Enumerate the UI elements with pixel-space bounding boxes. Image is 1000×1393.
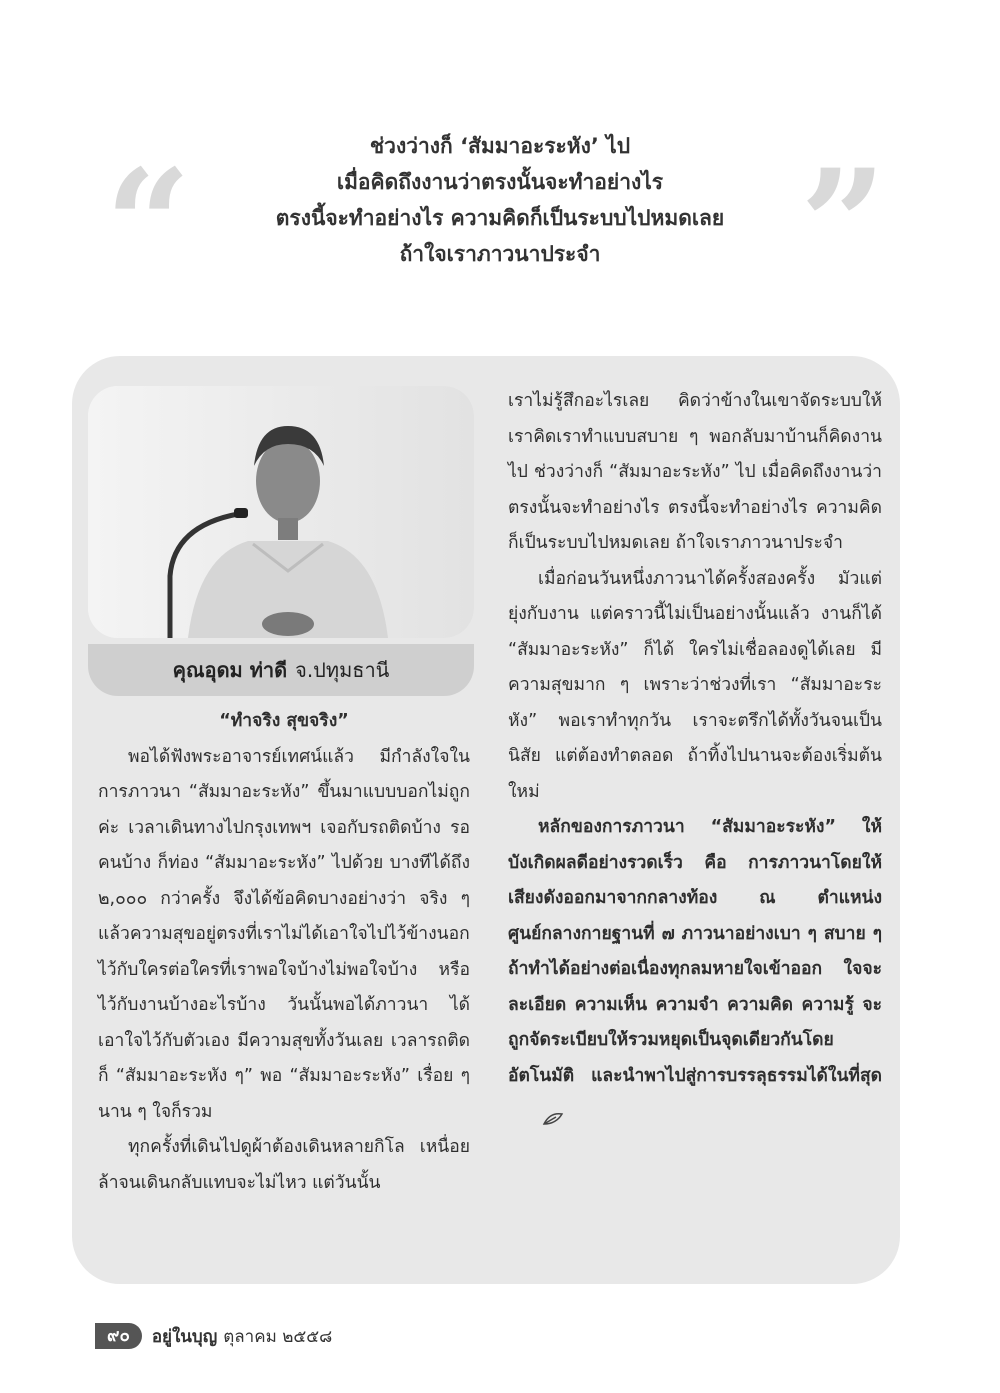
magazine-name: อยู่ในบุญ xyxy=(151,1326,218,1347)
portrait-photo xyxy=(88,386,474,638)
right-column xyxy=(508,384,882,1130)
photo-caption xyxy=(88,644,474,696)
open-quote-mark: “ xyxy=(105,137,192,313)
issue-date: ตุลาคม ๒๕๕๘ xyxy=(223,1326,333,1347)
person-province: จ.ปทุมธานี xyxy=(295,658,390,682)
left-column xyxy=(98,704,470,1201)
page-number: ๙๐ xyxy=(95,1323,142,1349)
pull-quote-line: ช่วงว่างก็ ‘สัมมาอะระหัง’ ไป xyxy=(369,134,631,158)
page-footer xyxy=(95,1322,332,1350)
paragraph: พอได้ฟังพระอาจารย์เทศน์แล้ว มีกำลังใจในการภาวนา “สัมมาอะระหัง” ขึ้นมาแบบบอกไม่ถูกค่ะ เวลาเดินทางไปกรุงเทพฯ เจอกับรถติดบ้าง รอคนบ้าง ก็ท่อง “สัมมาอะระหัง” ไปด้วย บางทีได้ถึง ๒,๐๐๐ กว่าครั้ง จึงได้ข้อคิดบางอย่างว่า จริง ๆ แล้วความสุขอยู่ตรงที่เราไม่ได้เอาใจไปไว้ข้างนอก ไว้กับใครต่อใครที่เราพอใจบ้างไม่พอใจบ้าง หรือไว้กับงานบ้างอะไรบ้าง วันนั้นพอได้ภาวนา ได้เอาใจไว้กับตัวเอง มีความสุขทั้งวันเลย เวลารถติดก็ “สัมมาอะระหัง ๆ” พอ “สัมมาอะระหัง” เรื่อย ๆ นาน ๆ ใจก็รวม xyxy=(98,746,470,1122)
closing-text: หลักของการภาวนา “สัมมาอะระหัง” ให้บังเกิดผลดีอย่างรวดเร็ว คือ การภาวนาโดยให้เสียงดังออกมาจากกลางท้อง ณ ตำแหน่งศูนย์กลางกายฐานที่ ๗ ภาวนาอย่างเบา ๆ สบาย ๆ ถ้าทำได้อย่างต่อเนื่องทุกลมหายใจเข้าออก ใจจะละเอียด ความเห็น ความจำ ความคิด ความรู้ จะถูกจัดระเบียบให้รวมหยุดเป็นจุดเดียวกันโดยอัตโนมัติ และนำพาไปสู่การบรรลุธรรมได้ในที่สุด xyxy=(508,817,882,1086)
paragraph: เมื่อก่อนวันหนึ่งภาวนาได้ครั้งสองครั้ง มัวแต่ยุ่งกับงาน แต่คราวนี้ไม่เป็นอย่างนั้นแล้ว งานก็ได้ “สัมมาอะระหัง” ก็ได้ ใครไม่เชื่อลองดูได้เลย มีความสุขมาก ๆ เพราะว่าช่วงที่เรา “สัมมาอะระหัง” พอเราทำทุกวัน เราจะตรึกได้ทั้งวันจนเป็นนิสัย แต่ต้องทำตลอด ถ้าทิ้งไปนานจะต้องเริ่มต้นใหม่ xyxy=(508,568,882,802)
person-name: คุณอุดม ท่าดี xyxy=(172,658,288,682)
paragraph: เราไม่รู้สึกอะไรเลย คิดว่าข้างในเขาจัดระบบให้เราคิดเราทำแบบสบาย ๆ พอกลับมาบ้านก็คิดงานไป ช่วงว่างก็ “สัมมาอะระหัง” ไป เมื่อคิดถึงงานว่าตรงนั้นจะทำอย่างไร ตรงนี้จะทำอย่างไร ความคิดก็เป็นระบบไปหมดเลย ถ้าใจเราภาวนาประจำ xyxy=(508,391,882,553)
pull-quote-line: ถ้าใจเราภาวนาประจำ xyxy=(399,242,601,266)
leaf-end-mark-icon xyxy=(512,1104,534,1118)
pull-quote-line: เมื่อคิดถึงงานว่าตรงนั้นจะทำอย่างไร xyxy=(336,170,664,194)
paragraph: ทุกครั้งที่เดินไปดูผ้าต้องเดินหลายกิโล เหนื่อยล้าจนเดินกลับแทบจะไม่ไหว แต่วันนั้น xyxy=(98,1137,470,1193)
closing-paragraph xyxy=(508,810,882,1130)
pull-quote-line: ตรงนี้จะทำอย่างไร ความคิดก็เป็นระบบไปหมดเลย xyxy=(275,206,725,230)
close-quote-mark: ” xyxy=(800,137,887,313)
pull-quote xyxy=(200,128,800,272)
section-subtitle: “ทำจริง สุขจริง” xyxy=(219,711,349,731)
portrait-illustration xyxy=(88,386,474,638)
